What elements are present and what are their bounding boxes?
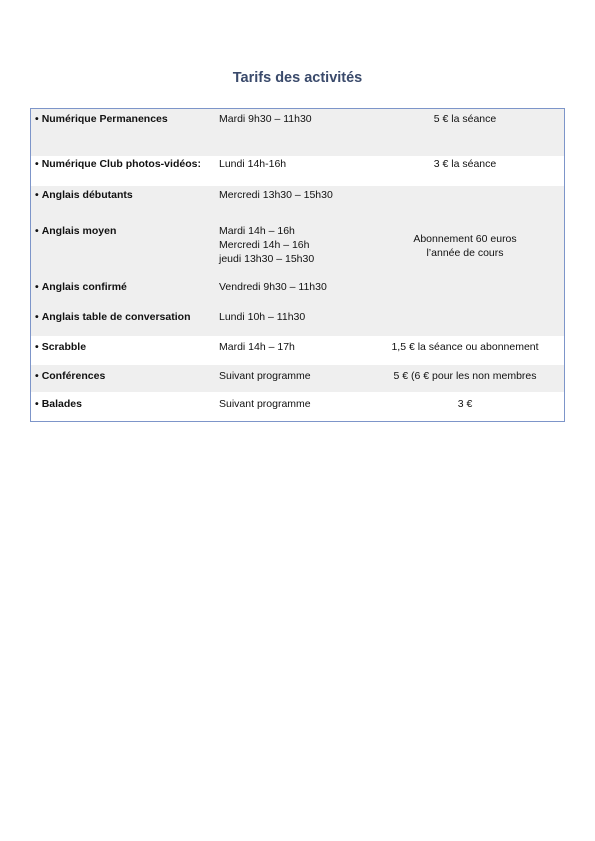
page-title: Tarifs des activités	[232, 70, 363, 86]
activity-name: Balades	[41, 398, 82, 410]
schedule-cell: Suivant programme	[219, 398, 311, 410]
activity-name: Anglais moyen	[41, 225, 117, 237]
schedule-cell: Suivant programme	[219, 370, 311, 382]
price-cell: 5 € (6 € pour les non membres	[393, 370, 537, 382]
bullet-icon: •	[35, 311, 39, 323]
activity-cell	[35, 340, 86, 354]
activity-cell	[35, 369, 105, 383]
bullet-icon: •	[35, 281, 39, 293]
activity-name: Conférences	[41, 370, 106, 382]
price-line: Abonnement 60 euros	[413, 233, 517, 245]
schedule-line: Mardi 14h – 16h	[219, 225, 295, 237]
bullet-icon: •	[35, 158, 39, 170]
activity-name: Anglais débutants	[41, 189, 133, 201]
activity-name: Anglais table de conversation	[41, 311, 191, 323]
activity-cell	[35, 310, 190, 324]
activity-name: Scrabble	[41, 341, 87, 353]
activity-cell	[35, 188, 133, 202]
price-cell: 5 € la séance	[433, 113, 497, 125]
schedule-cell: Mercredi 13h30 – 15h30	[219, 189, 333, 201]
bullet-icon: •	[35, 189, 39, 201]
activity-name: Anglais confirmé	[41, 281, 127, 293]
activity-cell	[35, 280, 127, 294]
activity-cell	[35, 112, 168, 126]
price-cell: 1,5 € la séance ou abonnement	[391, 341, 539, 353]
schedule-line: Mercredi 14h – 16h	[219, 239, 310, 251]
schedule-cell: Vendredi 9h30 – 11h30	[219, 281, 327, 293]
schedule-cell: Lundi 10h – 11h30	[219, 311, 306, 323]
schedule-line: jeudi 13h30 – 15h30	[219, 253, 315, 265]
bullet-icon: •	[35, 370, 39, 382]
schedule-cell	[219, 224, 314, 266]
price-line: l’année de cours	[426, 247, 504, 259]
bullet-icon: •	[35, 341, 39, 353]
price-cell: 3 €	[457, 398, 473, 410]
bullet-icon: •	[35, 113, 39, 125]
activity-name: Numérique Club photos-vidéos:	[41, 158, 201, 170]
price-cell	[365, 232, 565, 260]
activity-cell	[35, 397, 82, 411]
price-cell: 3 € la séance	[433, 158, 497, 170]
activity-cell	[35, 224, 116, 238]
schedule-cell: Lundi 14h-16h	[219, 158, 287, 170]
activity-cell	[35, 157, 201, 171]
schedule-cell: Mardi 14h – 17h	[219, 341, 295, 353]
bullet-icon: •	[35, 225, 39, 237]
pricing-table	[30, 108, 565, 422]
activity-name: Numérique Permanences	[41, 113, 168, 125]
bullet-icon: •	[35, 398, 39, 410]
schedule-cell: Mardi 9h30 – 11h30	[219, 113, 312, 125]
